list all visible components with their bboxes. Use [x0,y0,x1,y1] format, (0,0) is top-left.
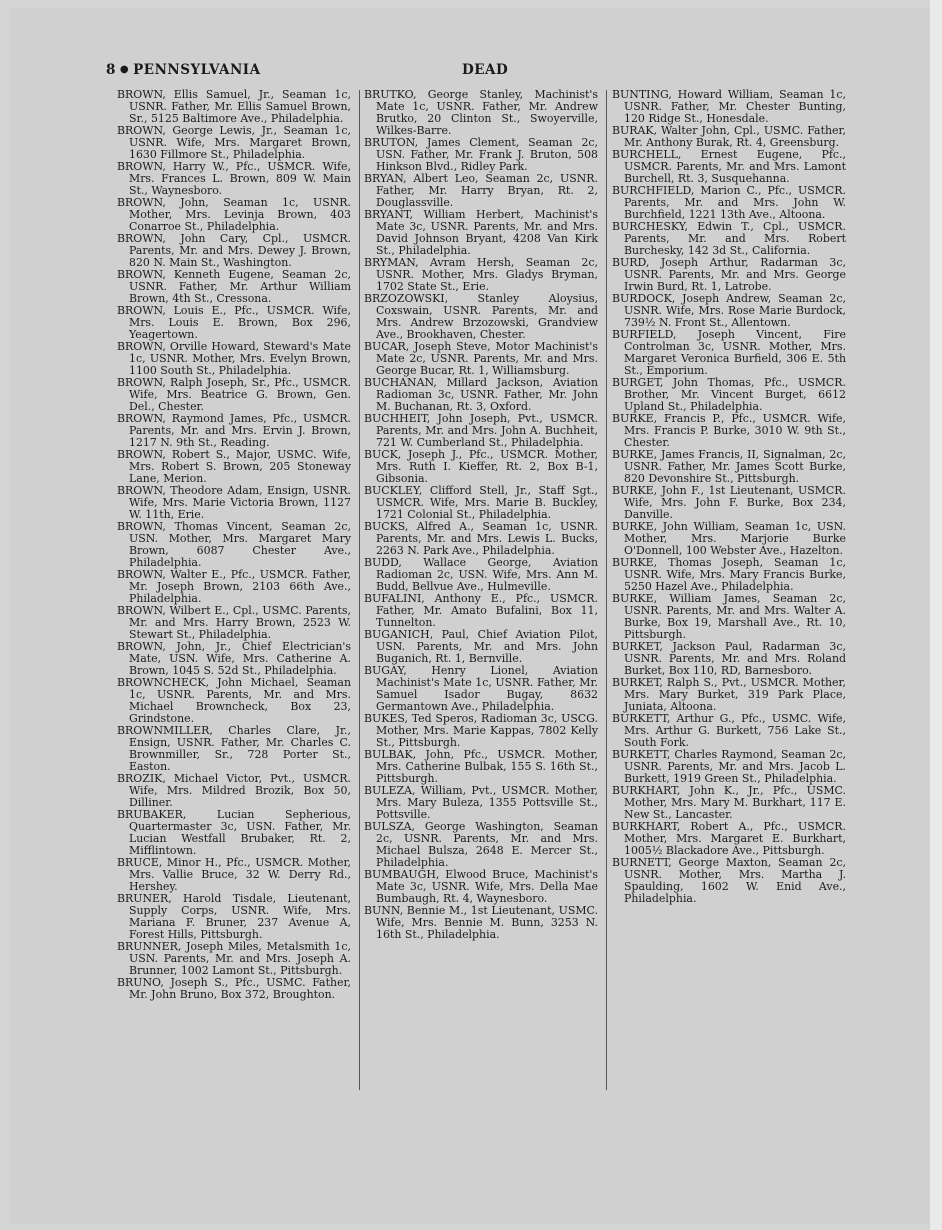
casualty-entry: BURAK, Walter John, Cpl., USMC. Father, Mr. Anthony Burak, Rt. 4, Greensburg. [612,124,846,149]
casualty-entry: BRUCE, Minor H., Pfc., USMCR. Mother, Mrs. Vallie Bruce, 32 W. Derry Rd., Hershey. [117,856,351,893]
casualty-entry: BRZOZOWSKI, Stanley Aloysius, Coxswain, USNR. Parents, Mr. and Mrs. Andrew Brzozowski, Grandview Ave., Brookhaven, Chester. [364,292,598,341]
casualty-entry: BROWN, John, Jr., Chief Electrician's Mate, USN. Wife, Mrs. Catherine A. Brown, 1045 S. 52d St., Philadelphia. [117,640,351,677]
casualty-entry: BRUNER, Harold Tisdale, Lieutenant, Supply Corps, USNR. Wife, Mrs. Mariana F. Bruner, 237 Avenue A, Forest Hills, Pittsburgh. [117,892,351,941]
casualty-entry: BUCKS, Alfred A., Seaman 1c, USNR. Parents, Mr. and Mrs. Lewis L. Bucks, 2263 N. Park Ave., Philadelphia. [364,520,598,557]
casualty-entry: BROWN, Theodore Adam, Ensign, USNR. Wife, Mrs. Marie Victoria Brown, 1127 W. 11th, Erie. [117,484,351,521]
casualty-entry: BROWN, Walter E., Pfc., USMCR. Father, Mr. Joseph Brown, 2103 66th Ave., Philadelphia. [117,568,351,605]
casualty-entry: BROWN, Thomas Vincent, Seaman 2c, USN. Mother, Mrs. Margaret Mary Brown, 6087 Chester Ave., Philadelphia. [117,520,351,569]
casualty-entry: BURKE, James Francis, II, Signalman, 2c, USNR. Father, Mr. James Scott Burke, 820 Devonshire St., Pittsburgh. [612,448,846,485]
casualty-entry: BULBAK, John, Pfc., USMCR. Mother, Mrs. Catherine Bulbak, 155 S. 16th St., Pittsburgh. [364,748,598,785]
casualty-entry: BUKES, Ted Speros, Radioman 3c, USCG. Mother, Mrs. Marie Kappas, 7802 Kelly St., Pittsburgh. [364,712,598,749]
bullet-icon: ● [119,64,130,75]
section-title: DEAD [462,62,509,78]
column-divider-2 [606,90,607,1090]
casualty-entry: BROWN, Raymond James, Pfc., USMCR. Parents, Mr. and Mrs. Ervin J. Brown, 1217 N. 9th St., Reading. [117,412,351,449]
casualty-entry: BROWNCHECK, John Michael, Seaman 1c, USNR. Parents, Mr. and Mrs. Michael Browncheck, Box 23, Grindstone. [117,676,351,725]
casualty-entry: BURKETT, Arthur G., Pfc., USMC. Wife, Mrs. Arthur G. Burkett, 756 Lake St., South Fork. [612,712,846,749]
casualty-entry: BRUTON, James Clement, Seaman 2c, USN. Father, Mr. Frank J. Bruton, 508 Hinkson Blvd., Ridley Park. [364,136,598,173]
casualty-entry: BURFIELD, Joseph Vincent, Fire Controlman 3c, USNR. Mother, Mrs. Margaret Veronica Burfield, 306 E. 5th St., Emporium. [612,328,846,377]
casualty-entry: BUGANICH, Paul, Chief Aviation Pilot, USN. Parents, Mr. and Mrs. John Buganich, Rt. 1, Bernville. [364,628,598,665]
casualty-entry: BRUNO, Joseph S., Pfc., USMC. Father, Mr. John Bruno, Box 372, Broughton. [117,976,351,1001]
casualty-entry: BROWNMILLER, Charles Clare, Jr., Ensign, USNR. Father, Mr. Charles C. Brownmiller, Sr., 728 Porter St., Easton. [117,724,351,773]
casualty-entry: BURKE, William James, Seaman 2c, USNR. Parents, Mr. and Mrs. Walter A. Burke, Box 19, Marshall Ave., Rt. 10, Pittsburgh. [612,592,846,641]
casualty-entry: BUNN, Bennie M., 1st Lieutenant, USMC. Wife, Mrs. Bennie M. Bunn, 3253 N. 16th St., Philadelphia. [364,904,598,941]
casualty-entry: BURKHART, John K., Jr., Pfc., USMC. Mother, Mrs. Mary M. Burkhart, 117 E. New St., Lancaster. [612,784,846,821]
casualty-entry: BRUBAKER, Lucian Sepherious, Quartermaster 3c, USN. Father, Mr. Lucian Westfall Brubaker, Rt. 2, Mifflintown. [117,808,351,857]
casualty-entry: BULSZA, George Washington, Seaman 2c, USNR. Parents, Mr. and Mrs. Michael Bulsza, 2648 E. Mercer St., Philadelphia. [364,820,598,869]
state-name: PENNSYLVANIA [133,62,261,78]
casualty-entry: BURD, Joseph Arthur, Radarman 3c, USNR. Parents, Mr. and Mrs. George Irwin Burd, Rt. 1, Latrobe. [612,256,846,293]
casualty-entry: BUCK, Joseph J., Pfc., USMCR. Mother, Mrs. Ruth I. Kieffer, Rt. 2, Box B-1, Gibsonia. [364,448,598,485]
casualty-entry: BUDD, Wallace George, Aviation Radioman 2c, USN. Wife, Mrs. Ann M. Budd, Bellvue Ave., Hulmeville. [364,556,598,593]
casualty-entry: BROWN, John, Seaman 1c, USNR. Mother, Mrs. Levinja Brown, 403 Conarroe St., Philadelphia. [117,196,351,233]
page-number: 8 [106,62,116,78]
casualty-entry: BRYANT, William Herbert, Machinist's Mate 3c, USNR. Parents, Mr. and Mrs. David Johnson Bryant, 4208 Van Kirk St., Philadelphia. [364,208,598,257]
casualty-entry: BUCHHEIT, John Joseph, Pvt., USMCR. Parents, Mr. and Mrs. John A. Buchheit, 721 W. Cumberland St., Philadelphia. [364,412,598,449]
casualty-entry: BROWN, Harry W., Pfc., USMCR. Wife, Mrs. Frances L. Brown, 809 W. Main St., Waynesboro. [117,160,351,197]
casualty-entry: BURKE, Thomas Joseph, Seaman 1c, USNR. Wife, Mrs. Mary Francis Burke, 5250 Hazel Ave., Philadelphia. [612,556,846,593]
casualty-entry: BURKE, Francis P., Pfc., USMCR. Wife, Mrs. Francis P. Burke, 3010 W. 9th St., Chester. [612,412,846,449]
casualty-entry: BURCHFIELD, Marion C., Pfc., USMCR. Parents, Mr. and Mrs. John W. Burchfield, 1221 13th Ave., Altoona. [612,184,846,221]
casualty-entry: BURKET, Jackson Paul, Radarman 3c, USNR. Parents, Mr. and Mrs. Roland Burket, Box 110, RD, Barnesboro. [612,640,846,677]
casualty-entry: BROWN, George Lewis, Jr., Seaman 1c, USNR. Wife, Mrs. Margaret Brown, 1630 Fillmore St., Philadelphia. [117,124,351,161]
casualty-entry: BROWN, Orville Howard, Steward's Mate 1c, USNR. Mother, Mrs. Evelyn Brown, 1100 South St., Philadelphia. [117,340,351,377]
casualty-entry: BURKETT, Charles Raymond, Seaman 2c, USNR. Parents, Mr. and Mrs. Jacob L. Burkett, 1919 Green St., Philadelphia. [612,748,846,785]
casualty-entry: BRYAN, Albert Leo, Seaman 2c, USNR. Father, Mr. Harry Bryan, Rt. 2, Douglassville. [364,172,598,209]
column-3 [612,89,846,905]
casualty-entry: BURKHART, Robert A., Pfc., USMCR. Mother, Mrs. Margaret E. Burkhart, 1005½ Blackadore Ave., Pittsburgh. [612,820,846,857]
casualty-entry: BURKET, Ralph S., Pvt., USMCR. Mother, Mrs. Mary Burket, 319 Park Place, Juniata, Altoona. [612,676,846,713]
casualty-entry: BUGAY, Henry Lionel, Aviation Machinist's Mate 1c, USNR. Father, Mr. Samuel Isador Bugay, 8632 Germantown Ave., Philadelphia. [364,664,598,713]
casualty-entry: BUFALINI, Anthony E., Pfc., USMCR. Father, Mr. Amato Bufalini, Box 11, Tunnelton. [364,592,598,629]
casualty-entry: BROWN, Wilbert E., Cpl., USMC. Parents, Mr. and Mrs. Harry Brown, 2523 W. Stewart St., Philadelphia. [117,604,351,641]
casualty-entry: BULEZA, William, Pvt., USMCR. Mother, Mrs. Mary Buleza, 1355 Pottsville St., Pottsville. [364,784,598,821]
casualty-entry: BUCHANAN, Millard Jackson, Aviation Radioman 3c, USNR. Father, Mr. John M. Buchanan, Rt. 3, Oxford. [364,376,598,413]
page-edge [930,0,942,1230]
casualty-entry: BRUNNER, Joseph Miles, Metalsmith 1c, USN. Parents, Mr. and Mrs. Joseph A. Brunner, 1002 Lamont St., Pittsburgh. [117,940,351,977]
column-divider-1 [359,90,360,1090]
casualty-entry: BRYMAN, Avram Hersh, Seaman 2c, USNR. Mother, Mrs. Gladys Bryman, 1702 State St., Erie. [364,256,598,293]
column-2 [364,89,598,941]
casualty-entry: BROWN, Robert S., Major, USMC. Wife, Mrs. Robert S. Brown, 205 Stoneway Lane, Merion. [117,448,351,485]
casualty-entry: BUCAR, Joseph Steve, Motor Machinist's Mate 2c, USNR. Parents, Mr. and Mrs. George Bucar, Rt. 1, Williamsburg. [364,340,598,377]
casualty-entry: BROZIK, Michael Victor, Pvt., USMCR. Wife, Mrs. Mildred Brozik, Box 50, Dilliner. [117,772,351,809]
casualty-entry: BUMBAUGH, Elwood Bruce, Machinist's Mate 3c, USNR. Wife, Mrs. Della Mae Bumbaugh, Rt. 4, Waynesboro. [364,868,598,905]
casualty-entry: BURKE, John William, Seaman 1c, USN. Mother, Mrs. Marjorie Burke O'Donnell, 100 Webster Ave., Hazelton. [612,520,846,557]
casualty-entry: BURCHESKY, Edwin T., Cpl., USMCR. Parents, Mr. and Mrs. Robert Burchesky, 142 3d St., California. [612,220,846,257]
column-1 [117,89,351,1001]
casualty-entry: BURNETT, George Maxton, Seaman 2c, USNR. Mother, Mrs. Martha J. Spaulding, 1602 W. Enid Ave., Philadelphia. [612,856,846,905]
casualty-entry: BROWN, Kenneth Eugene, Seaman 2c, USNR. Father, Mr. Arthur William Brown, 4th St., Cressona. [117,268,351,305]
casualty-entry: BUCKLEY, Clifford Stell, Jr., Staff Sgt., USMCR. Wife, Mrs. Marie B. Buckley, 1721 Colonial St., Philadelphia. [364,484,598,521]
casualty-entry: BROWN, Ralph Joseph, Sr., Pfc., USMCR. Wife, Mrs. Beatrice G. Brown, Gen. Del., Chester. [117,376,351,413]
casualty-entry: BROWN, Louis E., Pfc., USMCR. Wife, Mrs. Louis E. Brown, Box 296, Yeagertown. [117,304,351,341]
casualty-entry: BURDOCK, Joseph Andrew, Seaman 2c, USNR. Wife, Mrs. Rose Marie Burdock, 739½ N. Front St., Allentown. [612,292,846,329]
page-header [106,62,851,82]
casualty-entry: BURGET, John Thomas, Pfc., USMCR. Brother, Mr. Vincent Burget, 6612 Upland St., Philadelphia. [612,376,846,413]
casualty-entry: BRUTKO, George Stanley, Machinist's Mate 1c, USNR. Father, Mr. Andrew Brutko, 20 Clinton St., Swoyerville, Wilkes-Barre. [364,88,598,137]
header-left [106,62,261,78]
casualty-entry: BROWN, Ellis Samuel, Jr., Seaman 1c, USNR. Father, Mr. Ellis Samuel Brown, Sr., 5125 Baltimore Ave., Philadelphia. [117,88,351,125]
casualty-entry: BURKE, John F., 1st Lieutenant, USMCR. Wife, Mrs. John F. Burke, Box 234, Danville. [612,484,846,521]
casualty-entry: BROWN, John Cary, Cpl., USMCR. Parents, Mr. and Mrs. Dewey J. Brown, 820 N. Main St., Washington. [117,232,351,269]
casualty-entry: BUNTING, Howard William, Seaman 1c, USNR. Father, Mr. Chester Bunting, 120 Ridge St., Honesdale. [612,88,846,125]
casualty-entry: BURCHELL, Ernest Eugene, Pfc., USMCR. Parents, Mr. and Mrs. Lamont Burchell, Rt. 3, Susquehanna. [612,148,846,185]
